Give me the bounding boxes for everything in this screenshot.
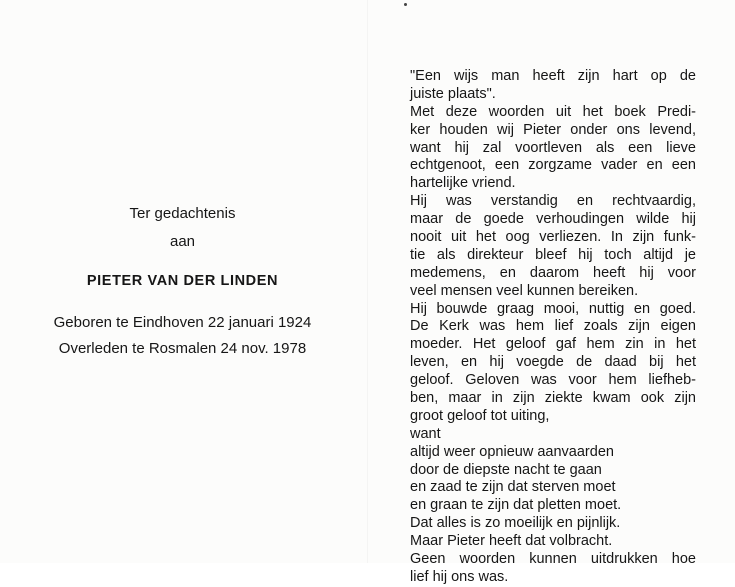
text-line: want hij zal voortleven als een lieve xyxy=(410,139,696,156)
text-line: ben, maar in zijn ziekte kwam ook zijn xyxy=(410,390,696,407)
text-line: Dat alles is zo moeilijk en pijnlijk. xyxy=(410,515,621,532)
text-line: veel mensen veel kunnen bereiken. xyxy=(410,282,639,299)
text-line: lief hij ons was. xyxy=(410,568,509,585)
text-line: medemens, en daarom heeft hij voor xyxy=(410,264,696,281)
memorial-text xyxy=(410,68,696,587)
text-line: juiste plaats". xyxy=(410,85,496,102)
text-line: groot geloof tot uiting, xyxy=(410,407,550,424)
print-speck xyxy=(404,3,407,6)
text-line: Hij was verstandig en rechtvaardig, xyxy=(410,193,696,210)
text-line: maar de goede verhoudingen wilde hij xyxy=(410,211,696,228)
text-line: en graan te zijn dat pletten moet. xyxy=(410,497,622,514)
text-line: nooit uit het oog verliezen. In zijn funk- xyxy=(410,229,696,246)
text-line: De Kerk was hem lief zoals zijn eigen xyxy=(410,318,696,335)
text-line: door de diepste nacht te gaan xyxy=(410,461,602,478)
text-line: tie als direkteur bleef hij toch altijd je xyxy=(410,246,696,263)
memorial-heading: Ter gedachtenis xyxy=(129,205,236,222)
text-line: Geen woorden kunnen uitdrukken hoe xyxy=(410,551,696,568)
text-line: Met deze woorden uit het boek Predi- xyxy=(410,103,696,120)
text-line: echtgenoot, een zorgzame vader en een xyxy=(410,157,696,174)
text-line: hartelijke vriend. xyxy=(410,175,516,192)
birth-line: Geboren te Eindhoven 22 januari 1924 xyxy=(53,314,312,331)
text-line: geloof. Geloven was voor hem liefheb- xyxy=(410,372,696,389)
deceased-name: PIETER VAN DER LINDEN xyxy=(86,273,279,289)
text-line: Hij bouwde graag mooi, nuttig en goed. xyxy=(410,300,696,317)
text-line: Maar Pieter heeft dat volbracht. xyxy=(410,533,613,550)
memorial-aan: aan xyxy=(169,233,196,250)
text-line: altijd weer opnieuw aanvaarden xyxy=(410,443,614,460)
text-line: want xyxy=(410,425,441,442)
death-line: Overleden te Rosmalen 24 nov. 1978 xyxy=(58,340,307,357)
text-line: "Een wijs man heeft zijn hart op de xyxy=(410,68,696,84)
text-line: en zaad te zijn dat sterven moet xyxy=(410,479,616,496)
fold-line xyxy=(367,0,368,563)
text-line: moeder. Het geloof gaf hem zin in het xyxy=(410,336,696,353)
text-line: leven, en hij voegde de daad bij het xyxy=(410,354,696,371)
text-line: ker houden wij Pieter onder ons levend, xyxy=(410,121,696,138)
